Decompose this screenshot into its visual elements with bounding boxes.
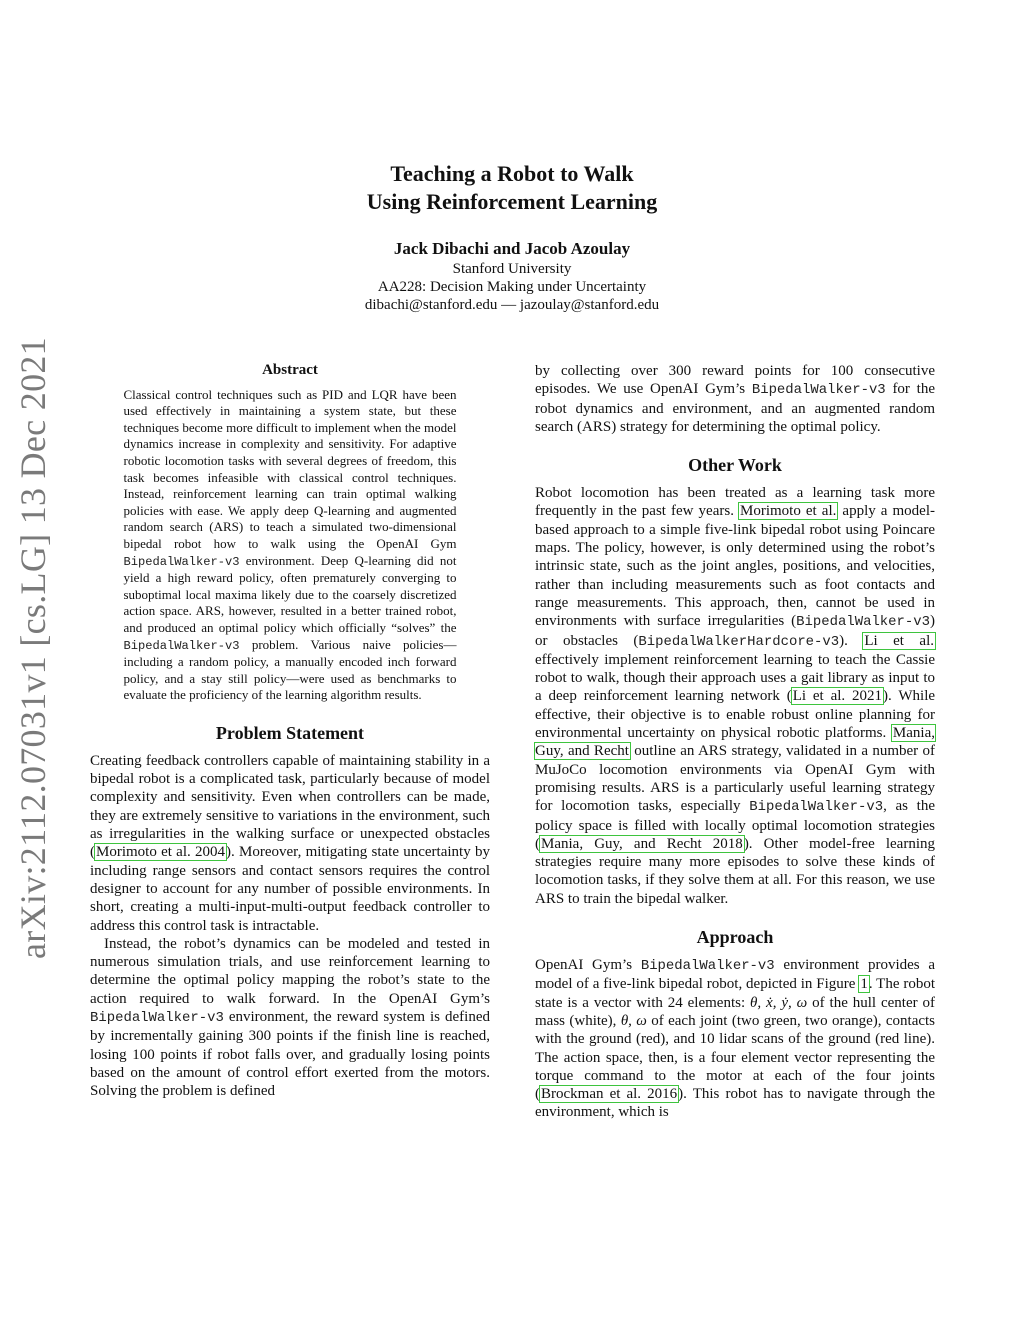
title-line-2: Using Reinforcement Learning — [366, 189, 658, 214]
abstract-body — [124, 387, 457, 704]
problem-p1-text-b: ). Moreover, mitigating state uncertainty by including range sensors and contact sensors requires the control designer to account for any number of possible environments. In short, creating a multi-input-multi-output feedback controller to address this control task is intractable. — [90, 844, 490, 934]
citation-link[interactable]: Brockman et al. 2016 — [541, 1086, 678, 1103]
ap-text-1: OpenAI Gym’s — [535, 957, 633, 974]
citation-link[interactable]: Morimoto et al. — [740, 503, 837, 520]
problem-p2-code: BipedalWalker-v3 — [90, 1010, 224, 1027]
intro-code: BipedalWalker-v3 — [751, 382, 886, 399]
right-column — [535, 362, 935, 1122]
affiliation: Stanford University — [452, 261, 572, 277]
other-work-heading: Other Work — [688, 455, 782, 476]
ow-text-2: apply a model-based approach to a simple five-link bipedal robot using Poincare maps. The policy, however, is only determined using the robot’s intrinsic state, such as the joint angles, positions, and velocities, rather than including measurements such as foot contacts and range measurements. This approach, then, cannot be used in environments with surface irregularities ( — [535, 503, 935, 630]
paper-header — [150, 160, 874, 314]
ow-text-6: ). While effective, their objective is to enable robust online planning for environmental uncertainty on physical robotic platforms. — [535, 688, 936, 742]
ow-code-1: BipedalWalker-v3 — [796, 614, 930, 631]
authors: Jack Dibachi and Jacob Azoulay — [393, 239, 631, 258]
ap-text-4: of the hull center of mass (white), — [535, 994, 936, 1029]
ap-text-6: ). This robot has to navigate through the environment, which is — [535, 1086, 935, 1121]
course: AA228: Decision Making under Uncertainty — [377, 279, 647, 295]
citation-link[interactable]: Mania, Guy, and Recht — [535, 725, 935, 760]
paper-title — [150, 160, 874, 216]
arxiv-identifier: arXiv:2112.07031v1 [cs.LG] 13 Dec 2021 — [13, 336, 53, 959]
abstract-heading: Abstract — [262, 362, 318, 378]
abstract-code-2: BipedalWalker-v3 — [123, 638, 240, 653]
state-math-1: θ, ẋ, ẏ, ω — [750, 994, 808, 1011]
problem-p2-text-a: Instead, the robot’s dynamics can be modeled and tested in numerous simulation trials, and use reinforcement learning to determine the optimal policy mapping the robot’s state to the action required to walk forward. In the OpenAI Gym’s — [90, 935, 490, 1007]
approach-paragraph — [535, 956, 935, 1122]
problem-statement-heading: Problem Statement — [215, 722, 365, 743]
emails: dibachi@stanford.edu — jazoulay@stanford.edu — [364, 297, 660, 313]
figure-reference-link[interactable]: 1 — [860, 976, 868, 993]
abstract-text-3: problem. Various naive policies—including a random policy, a manually encoded inch forward policy, and a stay still policy—were used as benchmarks to evaluate the proficiency of the learning algorithm results. — [123, 636, 457, 703]
problem-paragraph-1 — [90, 752, 490, 935]
ap-text-3: . The robot state is a vector with 24 elements: — [535, 976, 936, 1011]
citation-link[interactable]: Li et al. — [864, 632, 935, 649]
abstract-text-2: environment. Deep Q-learning did not yield a high reward policy, often prematurely converging to suboptimal local maxima likely due to the coarsely discretized action space. ARS, however, resulted in a better trained robot, and produced an optimal policy which officially “solves” the — [123, 552, 457, 635]
ow-text-3: ) or obstacles ( — [535, 613, 935, 649]
ow-text-9: ). Other model-free learning strategies require many more episodes to solve these kinds of locomotion tasks, if they solve them at all. For this reason, we use ARS to train the bipedal walker. — [535, 835, 936, 907]
problem-p2-text-b: environment, the reward system is defined by incrementally gaining 300 points if the finish line is reached, losing 100 points if robot falls over, and gradually losing points based on the amount of control effort exerted from the motors. Solving the problem is defined — [90, 1009, 490, 1100]
problem-paragraph-2 — [90, 935, 490, 1101]
ap-code: BipedalWalker-v3 — [640, 958, 775, 975]
ap-text-5: of each joint (two green, two orange), contacts with the ground (red), and 10 lidar scans of the ground (red line). The action space, then, is a four element vector representing the torque command to the motor at each of the four joints ( — [535, 1012, 936, 1103]
state-math-2: θ, ω — [620, 1012, 647, 1029]
left-column — [90, 362, 490, 1101]
ap-text-2: environment provides a model of a five-link bipedal robot, depicted in Figure — [535, 957, 936, 993]
citation-link[interactable]: Mania, Guy, and Recht 2018 — [541, 835, 743, 852]
other-work-paragraph — [535, 484, 935, 908]
ow-code-3: BipedalWalker-v3 — [749, 799, 884, 816]
abstract — [124, 362, 457, 704]
title-line-1: Teaching a Robot to Walk — [390, 161, 634, 186]
intro-continuation — [535, 362, 935, 436]
problem-p1-text-a: Creating feedback controllers capable of maintaining stability in a bipedal robot is a complicated task, particularly because of model complexity and sensitivity. Even when controllers can be made, they are extremely sensitive to variations in the environment, such as irregularities in the walking surface or unexpected obstacles ( — [90, 752, 490, 861]
ow-text-5: effectively implement reinforcement learning to teach the Cassie robot to walk, though their approach uses a gait library as input to a deep reinforcement learning network ( — [535, 651, 935, 705]
intro-text-1: by collecting over 300 reward points for 100 consecutive episodes. We use OpenAI Gym’s — [535, 363, 935, 398]
ow-text-8: , as the policy space is filled with locally optimal locomotion strategies ( — [535, 798, 935, 852]
ow-text-1: Robot locomotion has been treated as a learning task more frequently in the past few years. — [535, 485, 935, 520]
abstract-text-1: Classical control techniques such as PID and LQR have been used effectively in maintaining a system state, but these techniques become more difficult to implement when the model dynamics increase in complexity and sensitivity. For adaptive robotic locomotion tasks with several degrees of freedom, this task becomes infeasible with classical control techniques. Instead, reinforcement learning can train optimal walking policies with ease. We apply deep Q-learning and augmented random search (ARS) to teach a simulated two-dimensional bipedal robot how to walk using the OpenAI Gym — [123, 386, 457, 551]
citation-link[interactable]: Li et al. 2021 — [792, 688, 883, 705]
approach-heading: Approach — [696, 927, 774, 948]
ow-code-2: BipedalWalkerHardcore-v3 — [638, 633, 840, 650]
intro-text-2: for the robot dynamics and environment, and an augmented random search (ARS) strategy for determining the optimal policy. — [535, 381, 936, 435]
arxiv-sidebar — [8, 336, 58, 959]
ow-text-4: ). — [839, 632, 848, 649]
abstract-code-1: BipedalWalker-v3 — [123, 554, 240, 569]
citation-link[interactable]: Morimoto et al. 2004 — [96, 844, 226, 861]
ow-text-7: outline an ARS strategy, validated in a number of MuJoCo locomotion environments via OpenAI Gym with promising results. ARS is a particularly useful learning strategy for locomotion tasks, especially — [535, 743, 936, 815]
